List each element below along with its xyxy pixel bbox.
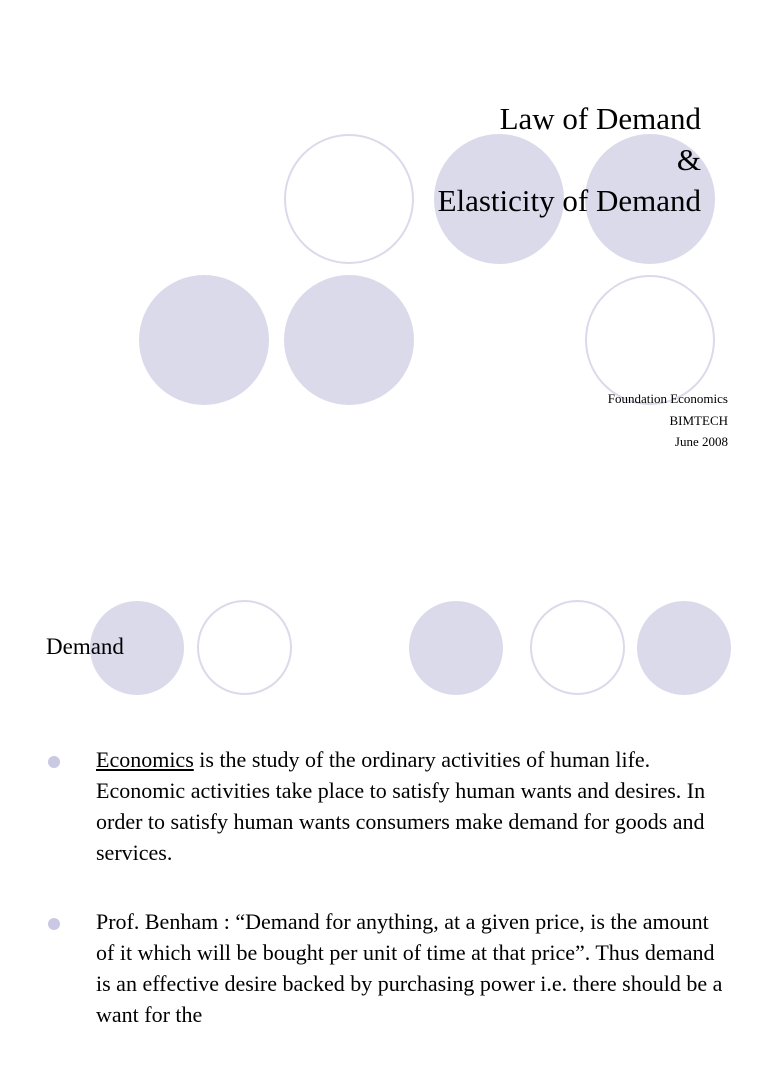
decorative-circle-outline [197,600,292,695]
bullet-item [0,744,768,868]
bullet-dot-icon [48,756,60,768]
title-slide [0,0,768,510]
decorative-circle-outline [530,600,625,695]
decorative-circle-outline [284,134,414,264]
subtitle-institution: BIMTECH [669,412,728,428]
subtitle-course: Foundation Economics [607,391,728,406]
slide-title [438,98,701,221]
bullet-text: Prof. Benham : “Demand for anything, at a given price, is the amount of it which will be bought per unit of time at that price”. Thus demand is an effective desire backed by purchasing power i.e. there should be a want for the [96,909,723,1027]
title-line: Elasticity of Demand [437,183,701,218]
bullet-text: is the study of the ordinary activities of human life. Economic activities take place to satisfy human wants and desires. In order to satisfy human wants consumers make demand for goods and services. [96,747,706,865]
bullet-list [0,744,768,1068]
subtitle-date: June 2008 [674,434,728,449]
slide-heading: Demand [46,634,124,659]
bullet-item [0,906,768,1030]
decorative-circle-filled [409,601,503,695]
title-line: & [676,142,701,177]
bullet-dot-icon [48,918,60,930]
title-line: Law of Demand [499,101,701,136]
slide-subtitle [608,388,728,453]
decorative-circle-filled [284,275,414,405]
decorative-circle-filled [637,601,731,695]
decorative-circle-filled [139,275,269,405]
bullet-lead-term: Economics [96,747,194,772]
decorative-circle-outline [585,275,715,405]
demand-slide [0,560,768,1027]
